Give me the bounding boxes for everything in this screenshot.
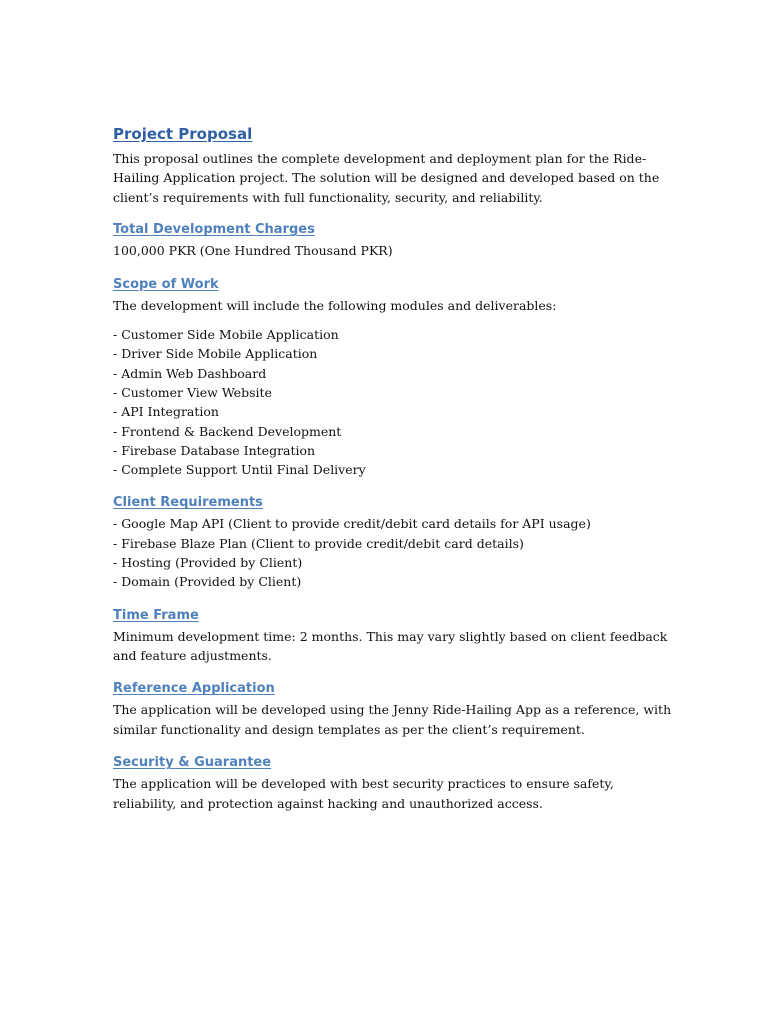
list-item: - Customer View Website: [113, 384, 272, 400]
intro-section: [113, 124, 673, 207]
reference-application-section: [113, 680, 673, 739]
list-item: - Hosting (Provided by Client): [113, 555, 303, 570]
time-frame-heading: Time Frame: [113, 607, 199, 623]
reference-application-heading: Reference Application: [113, 681, 275, 697]
list-item: - Firebase Database Integration: [113, 442, 316, 458]
list-item: - Admin Web Dashboard: [113, 365, 267, 381]
list-item: - API Integration: [113, 404, 219, 420]
client-requirements-section: [113, 494, 673, 591]
security-heading: Security & Guarantee: [113, 755, 272, 771]
intro-paragraph: This proposal outlines the complete development and deployment plan for the Ride-Hailing Application project. The solution will be designed and developed based on the client’s requirements with full functionality, security, and reliability.: [113, 151, 660, 205]
reference-application-text: The application will be developed using the Jenny Ride-Hailing App as a reference, with similar functionality and design templates as per the client’s requirement.: [113, 702, 672, 737]
security-section: [113, 754, 673, 813]
document-title: Project Proposal: [113, 125, 253, 143]
charges-section: [113, 221, 673, 260]
scope-list: [113, 325, 673, 479]
list-item: - Driver Side Mobile Application: [113, 346, 318, 362]
security-text: The application will be developed with best security practices to ensure safety, reliability, and protection against hacking and unauthorized access.: [113, 776, 614, 811]
list-item: - Domain (Provided by Client): [113, 574, 302, 590]
charges-heading: Total Development Charges: [113, 222, 315, 238]
scope-text: The development will include the following modules and deliverables:: [113, 297, 557, 313]
list-item: - Complete Support Until Final Delivery: [113, 462, 366, 478]
scope-section: [113, 276, 673, 480]
list-item: - Google Map API (Client to provide credit/debit card details for API usage): [113, 516, 591, 532]
document-page: [113, 124, 673, 828]
list-item: - Frontend & Backend Development: [113, 423, 342, 439]
time-frame-text: Minimum development time: 2 months. This may vary slightly based on client feedback and feature adjustments.: [113, 628, 668, 663]
list-item: - Firebase Blaze Plan (Client to provide credit/debit card details): [113, 535, 524, 551]
time-frame-section: [113, 607, 673, 666]
list-item: - Customer Side Mobile Application: [113, 327, 339, 343]
client-requirements-heading: Client Requirements: [113, 495, 263, 511]
charges-text: 100,000 PKR (One Hundred Thousand PKR): [113, 243, 393, 259]
scope-heading: Scope of Work: [113, 276, 219, 292]
client-requirements-list: [113, 514, 673, 591]
